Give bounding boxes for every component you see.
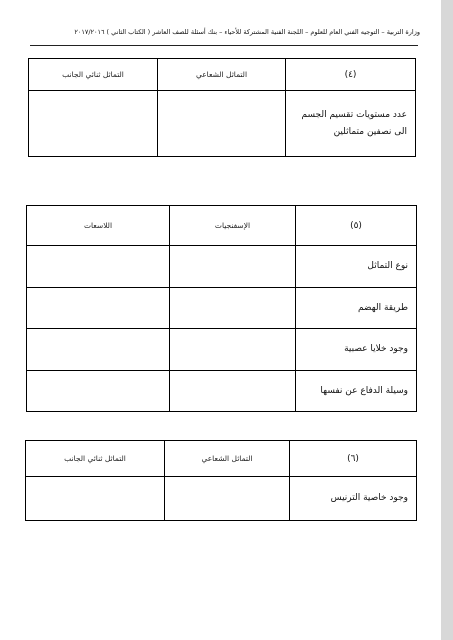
- answer-cell[interactable]: [158, 91, 286, 157]
- column-header-cnidarians: اللاسعات: [27, 206, 170, 246]
- column-header-radial: التماثل الشعاعي: [158, 59, 286, 91]
- row-label: وجود خلايا عصبية: [296, 329, 417, 371]
- header-rule: [30, 45, 418, 46]
- answer-cell[interactable]: [170, 246, 296, 288]
- row-label: عدد مستويات تقسيم الجسم الى نصفين متماثلين: [286, 91, 416, 157]
- answer-cell[interactable]: [27, 246, 170, 288]
- answer-cell[interactable]: [26, 477, 165, 521]
- row-label: طريقة الهضم: [296, 288, 417, 329]
- answer-cell[interactable]: [27, 371, 170, 412]
- answer-cell[interactable]: [170, 329, 296, 371]
- row-label: نوع التماثل: [296, 246, 417, 288]
- answer-cell[interactable]: [29, 91, 158, 157]
- answer-cell[interactable]: [165, 477, 290, 521]
- row-label: وسيلة الدفاع عن نفسها: [296, 371, 417, 412]
- column-header-bilateral: التماثل ثنائي الجانب: [29, 59, 158, 91]
- answer-cell[interactable]: [27, 288, 170, 329]
- comparison-table-5: [26, 205, 417, 412]
- comparison-table-6: [25, 440, 417, 521]
- comparison-table-4: [28, 58, 416, 157]
- answer-cell[interactable]: [170, 371, 296, 412]
- row-label: وجود خاصية الترنيس: [290, 477, 417, 521]
- table-number: (٥): [296, 206, 417, 246]
- table-number: (٤): [286, 59, 416, 91]
- answer-cell[interactable]: [170, 288, 296, 329]
- column-header-bilateral: التماثل ثنائي الجانب: [26, 441, 165, 477]
- table-number: (٦): [290, 441, 417, 477]
- column-header-radial: التماثل الشعاعي: [165, 441, 290, 477]
- page-header: وزارة التربية – التوجيه الفني العام للعلوم – اللجنة الفنية المشتركة للأحياء – بنك أسئلة للصف العاشر ( الكتاب الثاني ) ٢٠١٧/٢٠١٦: [74, 28, 420, 36]
- column-header-sponges: الإسفنجيات: [170, 206, 296, 246]
- answer-cell[interactable]: [27, 329, 170, 371]
